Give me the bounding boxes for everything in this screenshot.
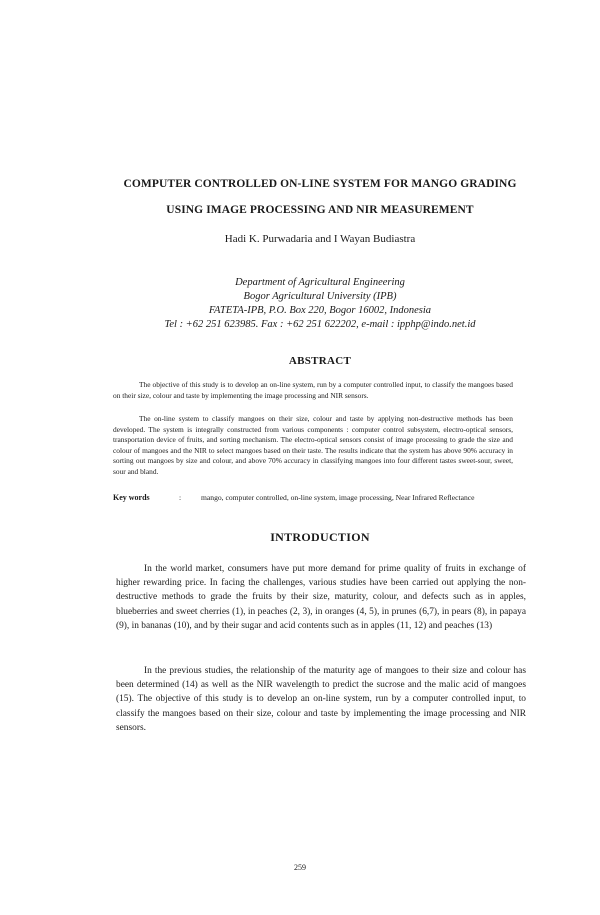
introduction-heading: INTRODUCTION (270, 530, 370, 544)
paper-title-line-2: USING IMAGE PROCESSING AND NIR MEASUREMENT (166, 204, 474, 216)
introduction-paragraph-2: In the previous studies, the relationship of the maturity age of mangoes to their size and colour has been determined (14) as well as the NIR wavelength to predict the sucrose and the malic acid of mangoes (15). The objective of this study is to develop an on-line system, run by a computer controlled input, to classify the mangoes based on their size, colour and taste by implementing the image processing and NIR sensors. (116, 666, 526, 733)
keywords-label: Key words (113, 493, 150, 502)
affiliation-department: Department of Agricultural Engineering (235, 277, 405, 288)
introduction-paragraph-1: In the world market, consumers have put more demand for prime quality of fruits in exchange of higher rewarding price. In facing the challenges, various studies have been carried out applying the non-destructive methods to grade the fruits by their size, maturity, colour, and defects such as in apples, blueberries and sweet cherries (1), in peaches (2, 3), in oranges (4, 5), in prunes (6,7), in pears (8), in papaya (9), in bananas (10), and by their sugar and acid contents such as in apples (11, 12) and peaches (13) (116, 564, 526, 631)
abstract-paragraph-2: The on-line system to classify mangoes on their size, colour and taste by applying non-destructive methods has been developed. The system is integrally constructed from various components : computer control subsystem, electro-optical sensors, transportation device of fruits, and sorting mechanism. The electro-optical sensors consist of image processing to grade the size and colour of mangoes and the NIR to select mangoes based on their taste. The results indicate that the system has above 90% accuracy in sorting out mangoes by size and colour, and above 70% accuracy in classifying mangoes into four different tastes sweet-sour, sweet, sour and bland. (113, 414, 513, 476)
abstract-paragraph-1: The objective of this study is to develop an on-line system, run by a computer controlled input, to classify the mangoes based on their size, colour and taste by implementing the image processing and NIR sensors. (113, 380, 513, 400)
paper-title-line-1: COMPUTER CONTROLLED ON-LINE SYSTEM FOR MANGO GRADING (123, 178, 517, 190)
affiliation-contact: Tel : +62 251 623985. Fax : +62 251 622202, e-mail : ipphp@indo.net.id (164, 319, 476, 330)
keywords (113, 493, 533, 502)
page-number: 259 (294, 863, 306, 872)
authors: Hadi K. Purwadaria and I Wayan Budiastra (224, 233, 416, 245)
affiliation-address: FATETA-IPB, P.O. Box 220, Bogor 16002, Indonesia (208, 305, 432, 316)
affiliation-university: Bogor Agricultural University (IPB) (243, 291, 397, 302)
keywords-value: mango, computer controlled, on-line system, image processing, Near Infrared Reflectance (201, 493, 475, 502)
abstract-heading: ABSTRACT (288, 355, 352, 367)
keywords-separator: : (179, 493, 182, 502)
